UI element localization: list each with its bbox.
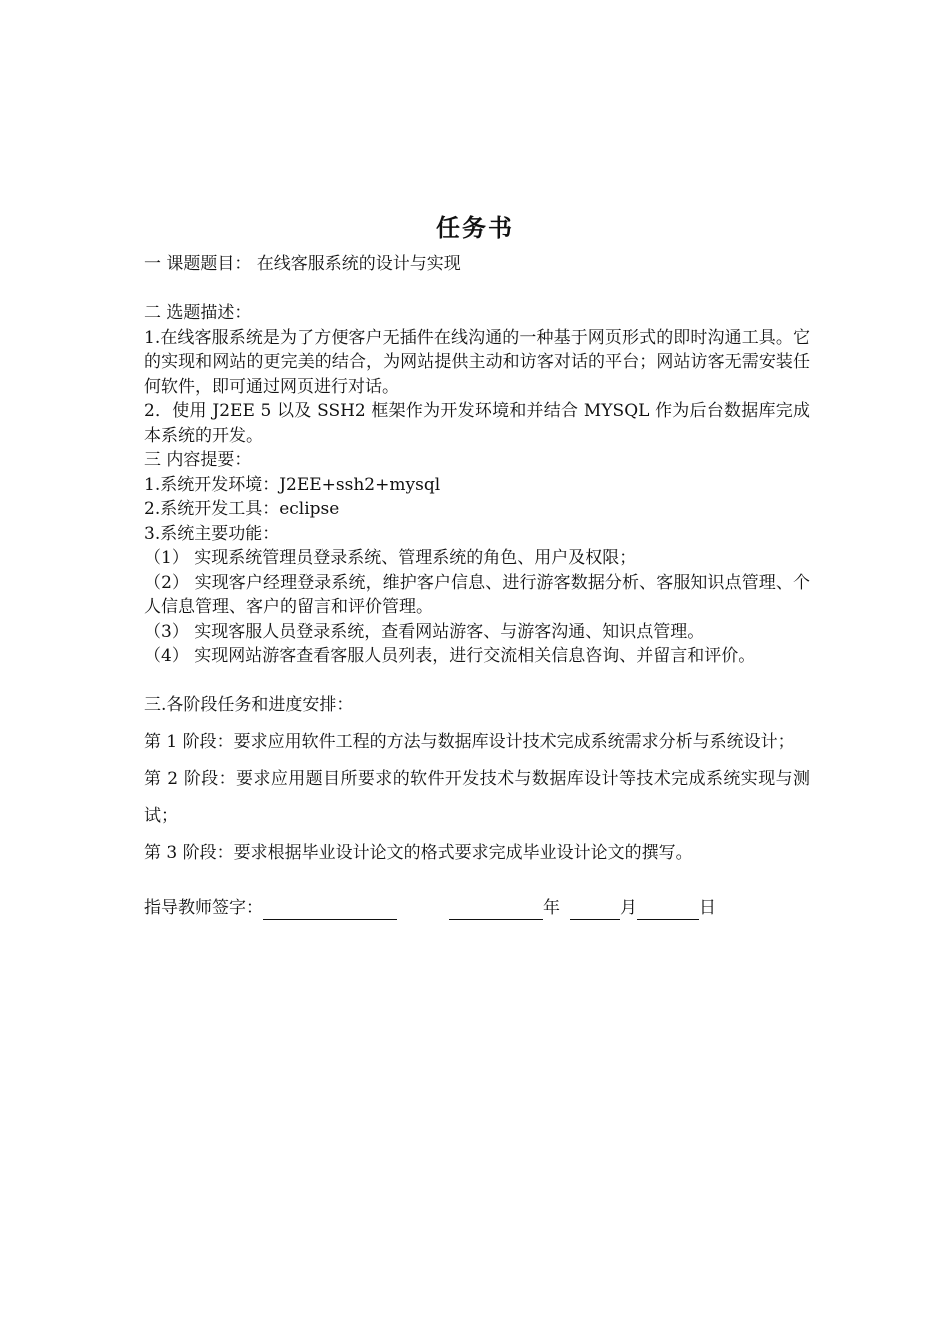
year-label: 年 <box>543 897 560 918</box>
signature-row <box>144 896 810 920</box>
spacer <box>144 669 810 694</box>
month-blank <box>570 901 620 920</box>
section3-item: （3） 实现客服人员登录系统，查看网站游客、与游客沟通、知识点管理。 <box>144 621 705 642</box>
section3-item: （1） 实现系统管理员登录系统、管理系统的角色、用户及权限； <box>144 548 637 568</box>
day-label: 日 <box>699 897 716 918</box>
stage-item: 第 1 阶段：要求应用软件工程的方法与数据库设计技术完成系统需求分析与系统设计； <box>144 731 795 752</box>
topic-line: 一 课题题目： 在线客服系统的设计与实现 <box>144 254 461 274</box>
section3-item: （2） 实现客户经理登录系统，维护客户信息、进行游客数据分析、客服知识点管理、个人信息管理、客户的留言和评价管理。 <box>144 572 810 617</box>
section3-item: 3.系统主要功能： <box>144 523 280 544</box>
section2-heading: 二 选题描述： <box>144 303 252 323</box>
section3-item: 1.系统开发环境：J2EE+ssh2+mysql <box>144 474 441 495</box>
section3-heading: 三 内容提要： <box>144 450 252 470</box>
section3-item: 2.系统开发工具：eclipse <box>144 499 340 519</box>
year-blank <box>449 901 543 920</box>
signature-blank <box>263 901 397 920</box>
section3-item: （4） 实现网站游客查看客服人员列表，进行交流相关信息咨询、并留言和评价。 <box>144 646 756 666</box>
day-blank <box>637 901 699 920</box>
document-title: 任务书 <box>436 214 514 242</box>
stage-item: 第 3 阶段：要求根据毕业设计论文的格式要求完成毕业设计论文的撰写。 <box>144 842 693 863</box>
stage-list <box>144 724 810 872</box>
section2-para2: 2．使用 J2EE 5 以及 SSH2 框架作为开发环境和并结合 MYSQL 作为后台数据库完成本系统的开发。 <box>144 401 810 446</box>
section4-heading: 三.各阶段任务和进度安排： <box>144 695 354 715</box>
month-label: 月 <box>620 897 637 918</box>
section2-para1: 1.在线客服系统是为了方便客户无插件在线沟通的一种基于网页形式的即时沟通工具。它的实现和网站的更完美的结合，为网站提供主动和访客对话的平台；网站访客无需安装任何软件，即可通过网页进行对话。 <box>144 327 810 397</box>
spacer <box>144 277 810 302</box>
stage-item: 第 2 阶段：要求应用题目所要求的软件开发技术与数据库设计等技术完成系统实现与测试； <box>144 768 810 826</box>
document-body <box>144 252 810 920</box>
signature-label: 指导教师签字： <box>144 897 263 918</box>
